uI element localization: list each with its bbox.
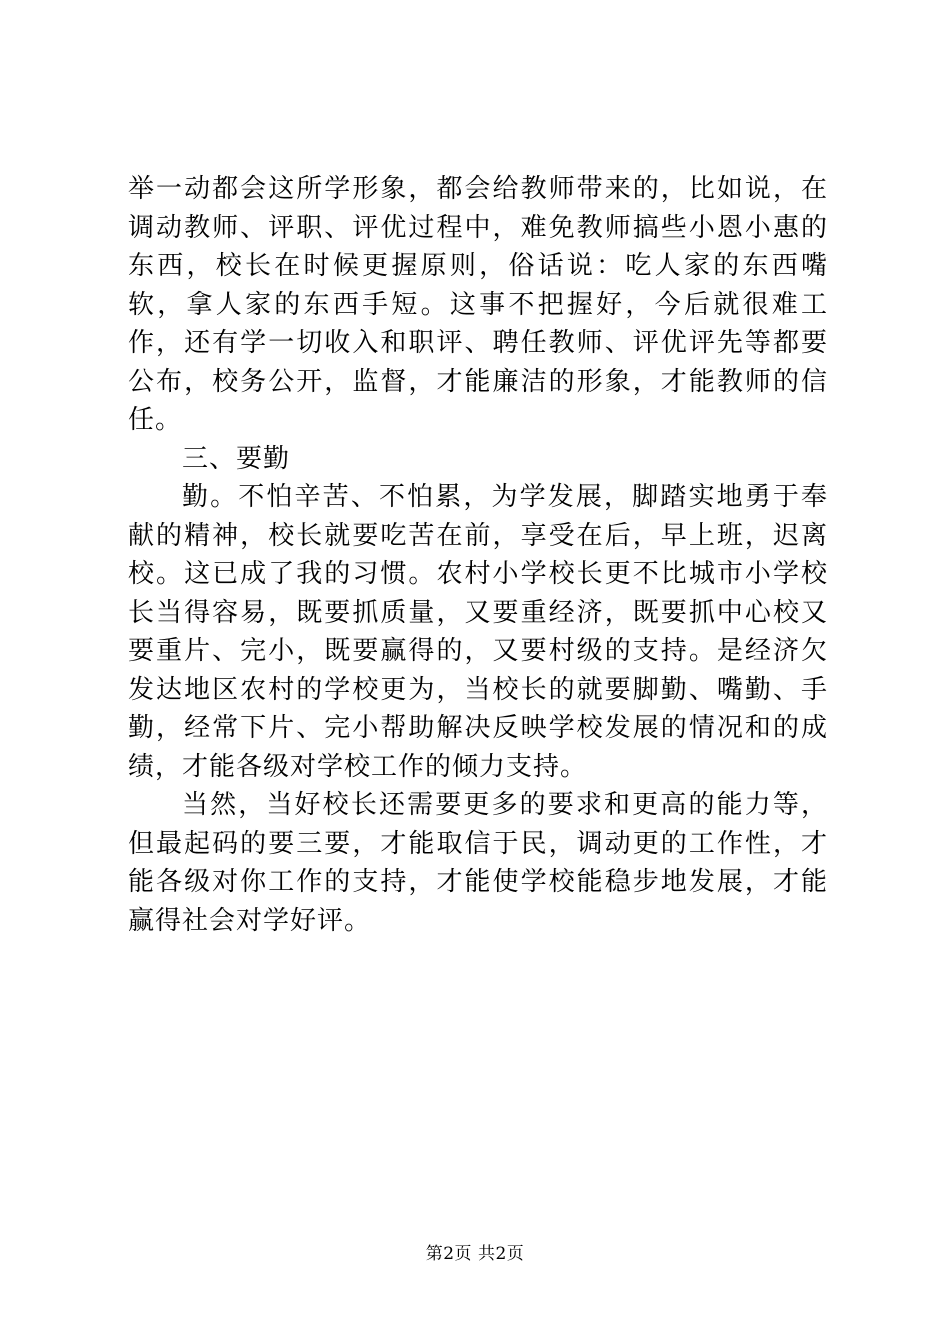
page-number-footer: 第2页 共2页 xyxy=(425,1244,525,1264)
paragraph-continuation: 举一动都会这所学形象，都会给教师带来的，比如说，在调动教师、评职、评优过程中，难免教师搞些小恩小惠的东西，校长在时候更握原则，俗话说：吃人家的东西嘴软，拿人家的东西手短。这事不把握好，今后就很难工作，还有学一切收入和职评、聘任教师、评优评先等都要公布，校务公开，监督，才能廉洁的形象，才能教师的信任。 xyxy=(128,174,828,435)
paragraph-conclusion: 当然，当好校长还需要更多的要求和更高的能力等，但最起码的要三要，才能取信于民，调动更的工作性，才能各级对你工作的支持，才能使学校能稳步地发展，才能赢得社会对学好评。 xyxy=(128,790,828,936)
document-body xyxy=(128,170,828,940)
section-heading: 三、要勤 xyxy=(182,443,291,474)
paragraph-diligence: 勤。不怕辛苦、不怕累，为学发展，脚踏实地勇于奉献的精神，校长就要吃苦在前，享受在后，早上班，迟离校。这已成了我的习惯。农村小学校长更不比城市小学校长当得容易，既要抓质量，又要重经济，既要抓中心校又要重片、完小，既要赢得的，又要村级的支持。是经济欠发达地区农村的学校更为，当校长的就要脚勤、嘴勤、手勤，经常下片、完小帮助解决反映学校发展的情况和的成绩，才能各级对学校工作的倾力支持。 xyxy=(128,482,828,782)
